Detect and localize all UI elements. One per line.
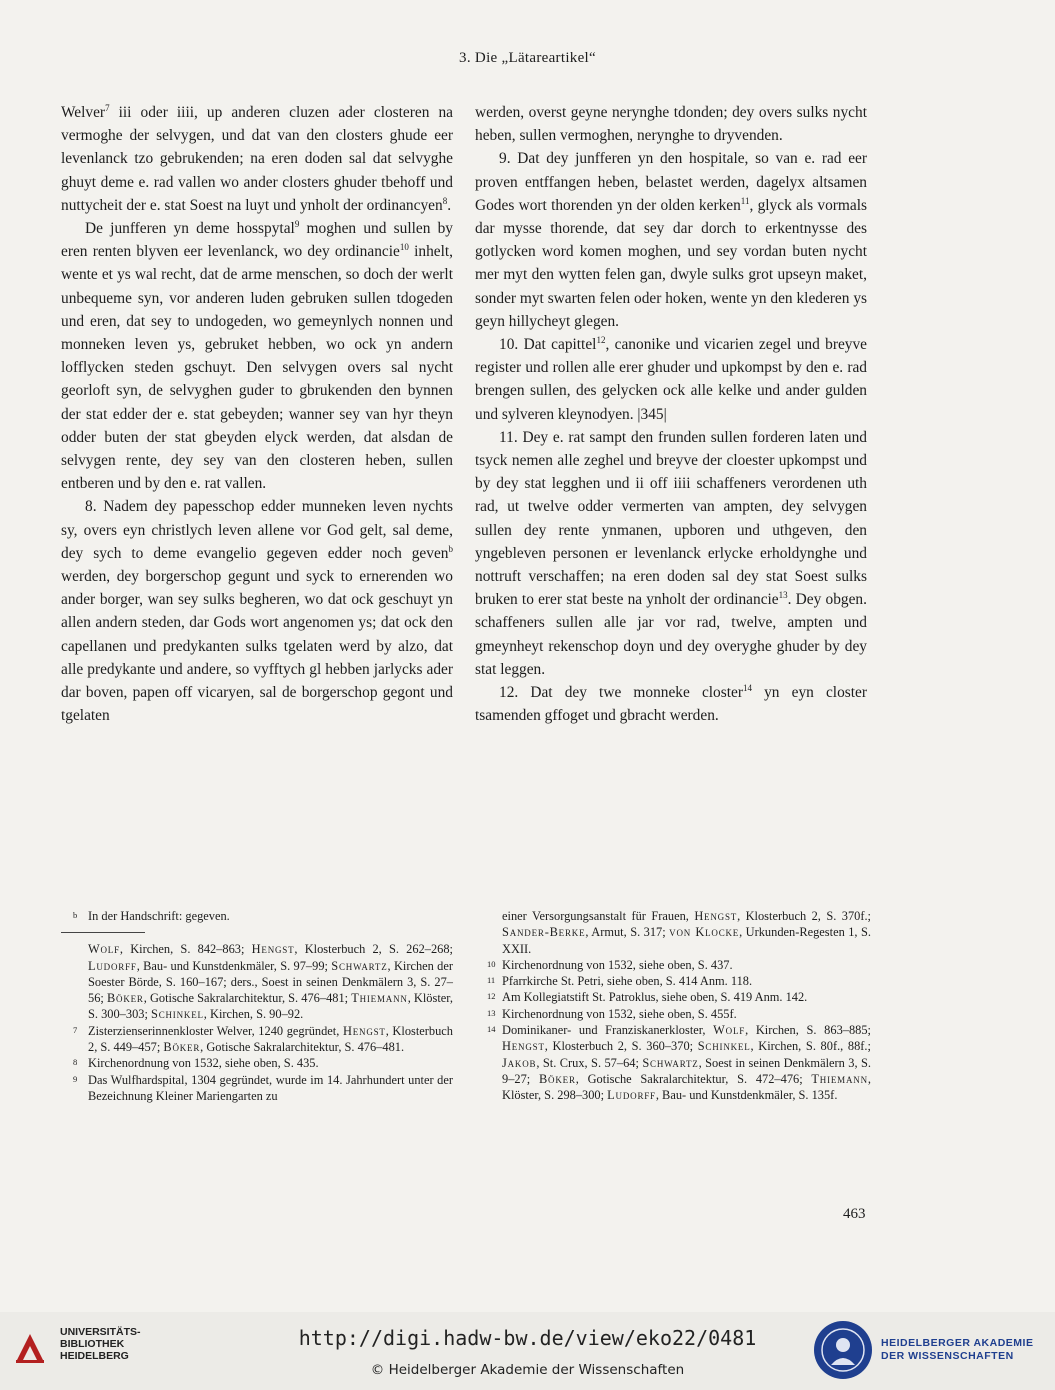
footnote-ref[interactable]: 12 [596,334,606,345]
copyright-notice: © Heidelberger Akademie der Wissenschaften [370,1362,685,1378]
viewer-footer [0,1312,1055,1390]
footnote-continuation: einer Versorgungsanstalt für Frauen, Hengst, Klosterbuch 2, S. 370f.; Sander-Berke, Armut, S. 317; von Klocke, Urkunden-Regesten 1, S. XXII. [502,909,871,956]
ub-name: UNIVERSITÄTS- BIBLIOTHEK HEIDELBERG [60,1326,141,1362]
footnote: b In der Handschrift: gegeven. [73,909,230,923]
page-number: 463 [843,1206,866,1222]
hadw-seal-icon[interactable] [814,1321,872,1379]
paragraph: 10. Dat capittel$^{12}$, canonike und vicarien zegel und breyve register und rollen alle erer ghuder und upkompst by den e. rad brengen sullen, des gelycken ock alle kelke und ander gulden und sylveren kleynodyen. |345| [475,334,867,423]
footnote: 13 Kirchenordnung von 1532, siehe oben, S. 455f. [487,1006,737,1021]
footnote-ref[interactable]: 9 [294,218,300,229]
footnote-ref[interactable]: 8 [442,195,448,206]
footnotes-right [487,908,871,1104]
footnote-ref[interactable]: 14 [742,682,752,693]
paragraph: Welver$^7$ iii oder iiii, up anderen cluzen ader closteren na vermoghe der selvygen, und dat van den closters ghude eer levenlanck tzo gebrukenden; na eren doden sal dat selvyghe ghuyt deme e. rad vallen wo ander closters ghuder tbehoff und nuttycheit der e. stat Soest na luyt und ynholt der ordinancyen$^8$. [61,102,453,214]
footnote-divider [61,932,145,933]
footnotes-left [61,908,453,1104]
paragraph: De junfferen yn deme hosspytal$^9$ moghen und sullen by eren renten blyven eer levenlanck, wo dey ordinancie$^{10}$ inhelt, wente et ys wal recht, dat de arme menschen, so doch der werlt unbequeme syn, vor anderen luden gebruken sullen tdogeden und eren, dat sey to undogeden, wo gemeynlych nonnen und monneken leven ys, gebruket hebben, wo ock yn andern lofflycken steden gschuyt. Den selvygen overs sal nycht georloft syn, de selvyghen guder to gbrukenden den bynnen der stat edder der e. stat gebeyden; wanner sey van hyr theyn odder buten der stat gbeyden elyck werden, dat alsdan de selvygen rente, dey sey van den closteren heben, sullen entberen und by den e. rat vallen. [61,218,454,493]
footnote: 10 Kirchenordnung von 1532, siehe oben, S. 437. [487,957,733,972]
footnote: 12 Am Kollegiatstift St. Patroklus, siehe oben, S. 419 Anm. 142. [487,990,808,1005]
hadw-name: HEIDELBERGER AKADEMIE DER WISSENSCHAFTEN [881,1337,1034,1362]
footnote-ref[interactable]: b [448,543,453,554]
footnote-ref[interactable]: 13 [778,590,788,601]
permalink-url[interactable]: http://digi.hadw-bw.de/view/eko22/0481 [298,1326,757,1350]
paragraph: werden, overst geyne nerynghe tdonden; dey overs sulks nycht heben, sullen vermoghen, nerynghe to dryvenden. [475,104,867,145]
paragraph: 11. Dey e. rat sampt den frunden sullen forderen laten und tsyck nemen alle zeghel und breyve der cloester upkompst und by dey stat legghen und ii off iiii schaffeners verordenen uth rad, ut twelve odder vermerten van ampten, dey selvygen sullen dey rente ynmanen, upboren und uthgeven, den yngebleven personen er levenlanck erlycke erholdynghe und nottruft verschaffen; na eren doden sal dey stat Soest sulks bruken to erer stat beste na ynholt der ordinancie$^{13}$. Dey obgen. schaffeners sullen alle jar vor rad, twelve, ampten und gmeynheyt rekenschop doyn und dey overyghe ghuder by dey stat leggen. [475,428,867,678]
footnote: 11 Pfarrkirche St. Petri, siehe oben, S. 414 Anm. 118. [487,974,753,989]
right-text-column [475,101,867,727]
footnote: Wolf, Kirchen, S. 842–863; Hengst, Klosterbuch 2, S. 262–268; Ludorff, Bau- und Kunstdenkmäler, S. 97–99; Schwartz, Kirchen der Soester Börde, S. 160–167; ders., Soest in seinen Denkmälern 3, S. 27–56; Böker, Gotische Sakralarchitektur, S. 476–481; Thiemann, Klöster, S. 300–303; Schinkel, Kirchen, S. 90–92. [88,942,453,1022]
running-title: 3. Die „Lätareartikel“ [459,50,596,66]
footnote: 7 Zisterzienserinnenkloster Welver, 1240 gegründet, Hengst, Klosterbuch 2, S. 449–457; Böker, Gotische Sakralarchitektur, S. 476–481. [73,1023,453,1055]
footnote: 14 Dominikaner- und Franziskanerkloster, Wolf, Kirchen, S. 863–885; Hengst, Klosterbuch 2, S. 360–370; Schinkel, Kirchen, S. 80f., 88f.; Jakob, St. Crux, S. 57–64; Schwartz, Soest in seinen Denkmälern 3, S. 9–27; Böker, Gotische Sakralarchitektur, S. 472–476; Thiemann, Klöster, S. 298–300; Ludorff, Bau- und Kunstdenkmäler, S. 135f. [487,1023,871,1103]
left-text-column [61,101,453,727]
paragraph: 9. Dat dey junfferen yn den hospitale, so van e. rad eer proven entffangen heben, belastet werden, dagelyx altsamen Godes wort thorenden yn der olden kerken$^{11}$, glyck als vormals dar mysse thorende, dat sey dar dorch to erkentnysse des gotlycken word komen moghen, und sey vordan buten nycht mer myt den wytten felen gan, dwyle sulks grot upseyn maket, sonder myt swarten felen oder hoken, wente yn den klederen ys geyn hillycheyt glegen. [475,150,867,330]
paragraph: 12. Dat dey twe monneke closter$^{14}$ yn eyn closter tsamenden gffoget und gbracht werden. [475,682,867,725]
footnote-ref[interactable]: 10 [399,242,409,253]
footnote: 9 Das Wulfhardspital, 1304 gegründet, wurde im 14. Jahrhundert unter der Bezeichnung Kleiner Mariengarten zu [73,1072,453,1103]
footnote-ref[interactable]: 7 [105,102,110,113]
footnote-ref[interactable]: 11 [740,195,750,206]
paragraph: 8. Nadem dey papesschop edder munneken leven nychts sy, overs eyn christlych leven allene vor God gelt, sal deme, dey sych to deme evangelio gegeven edder noch geven$^b$ werden, dey borgerschop gegunt und syck to ernerenden wo ander borger, wan sey sulks begheren, wo dat ock geschuyt yn allen andern steden, dar Gods wort angenomen ys; dat ock den capellanen und predykanten sulks tgelaten werd by alzo, dat alle predykante und andere, so vyfftych gl hebben jarlycks ader dar boven, papen off vicaryen, sal de borgerschop gegont und tgelaten [61,498,453,725]
footnote: 8 Kirchenordnung von 1532, siehe oben, S. 435. [73,1056,319,1071]
